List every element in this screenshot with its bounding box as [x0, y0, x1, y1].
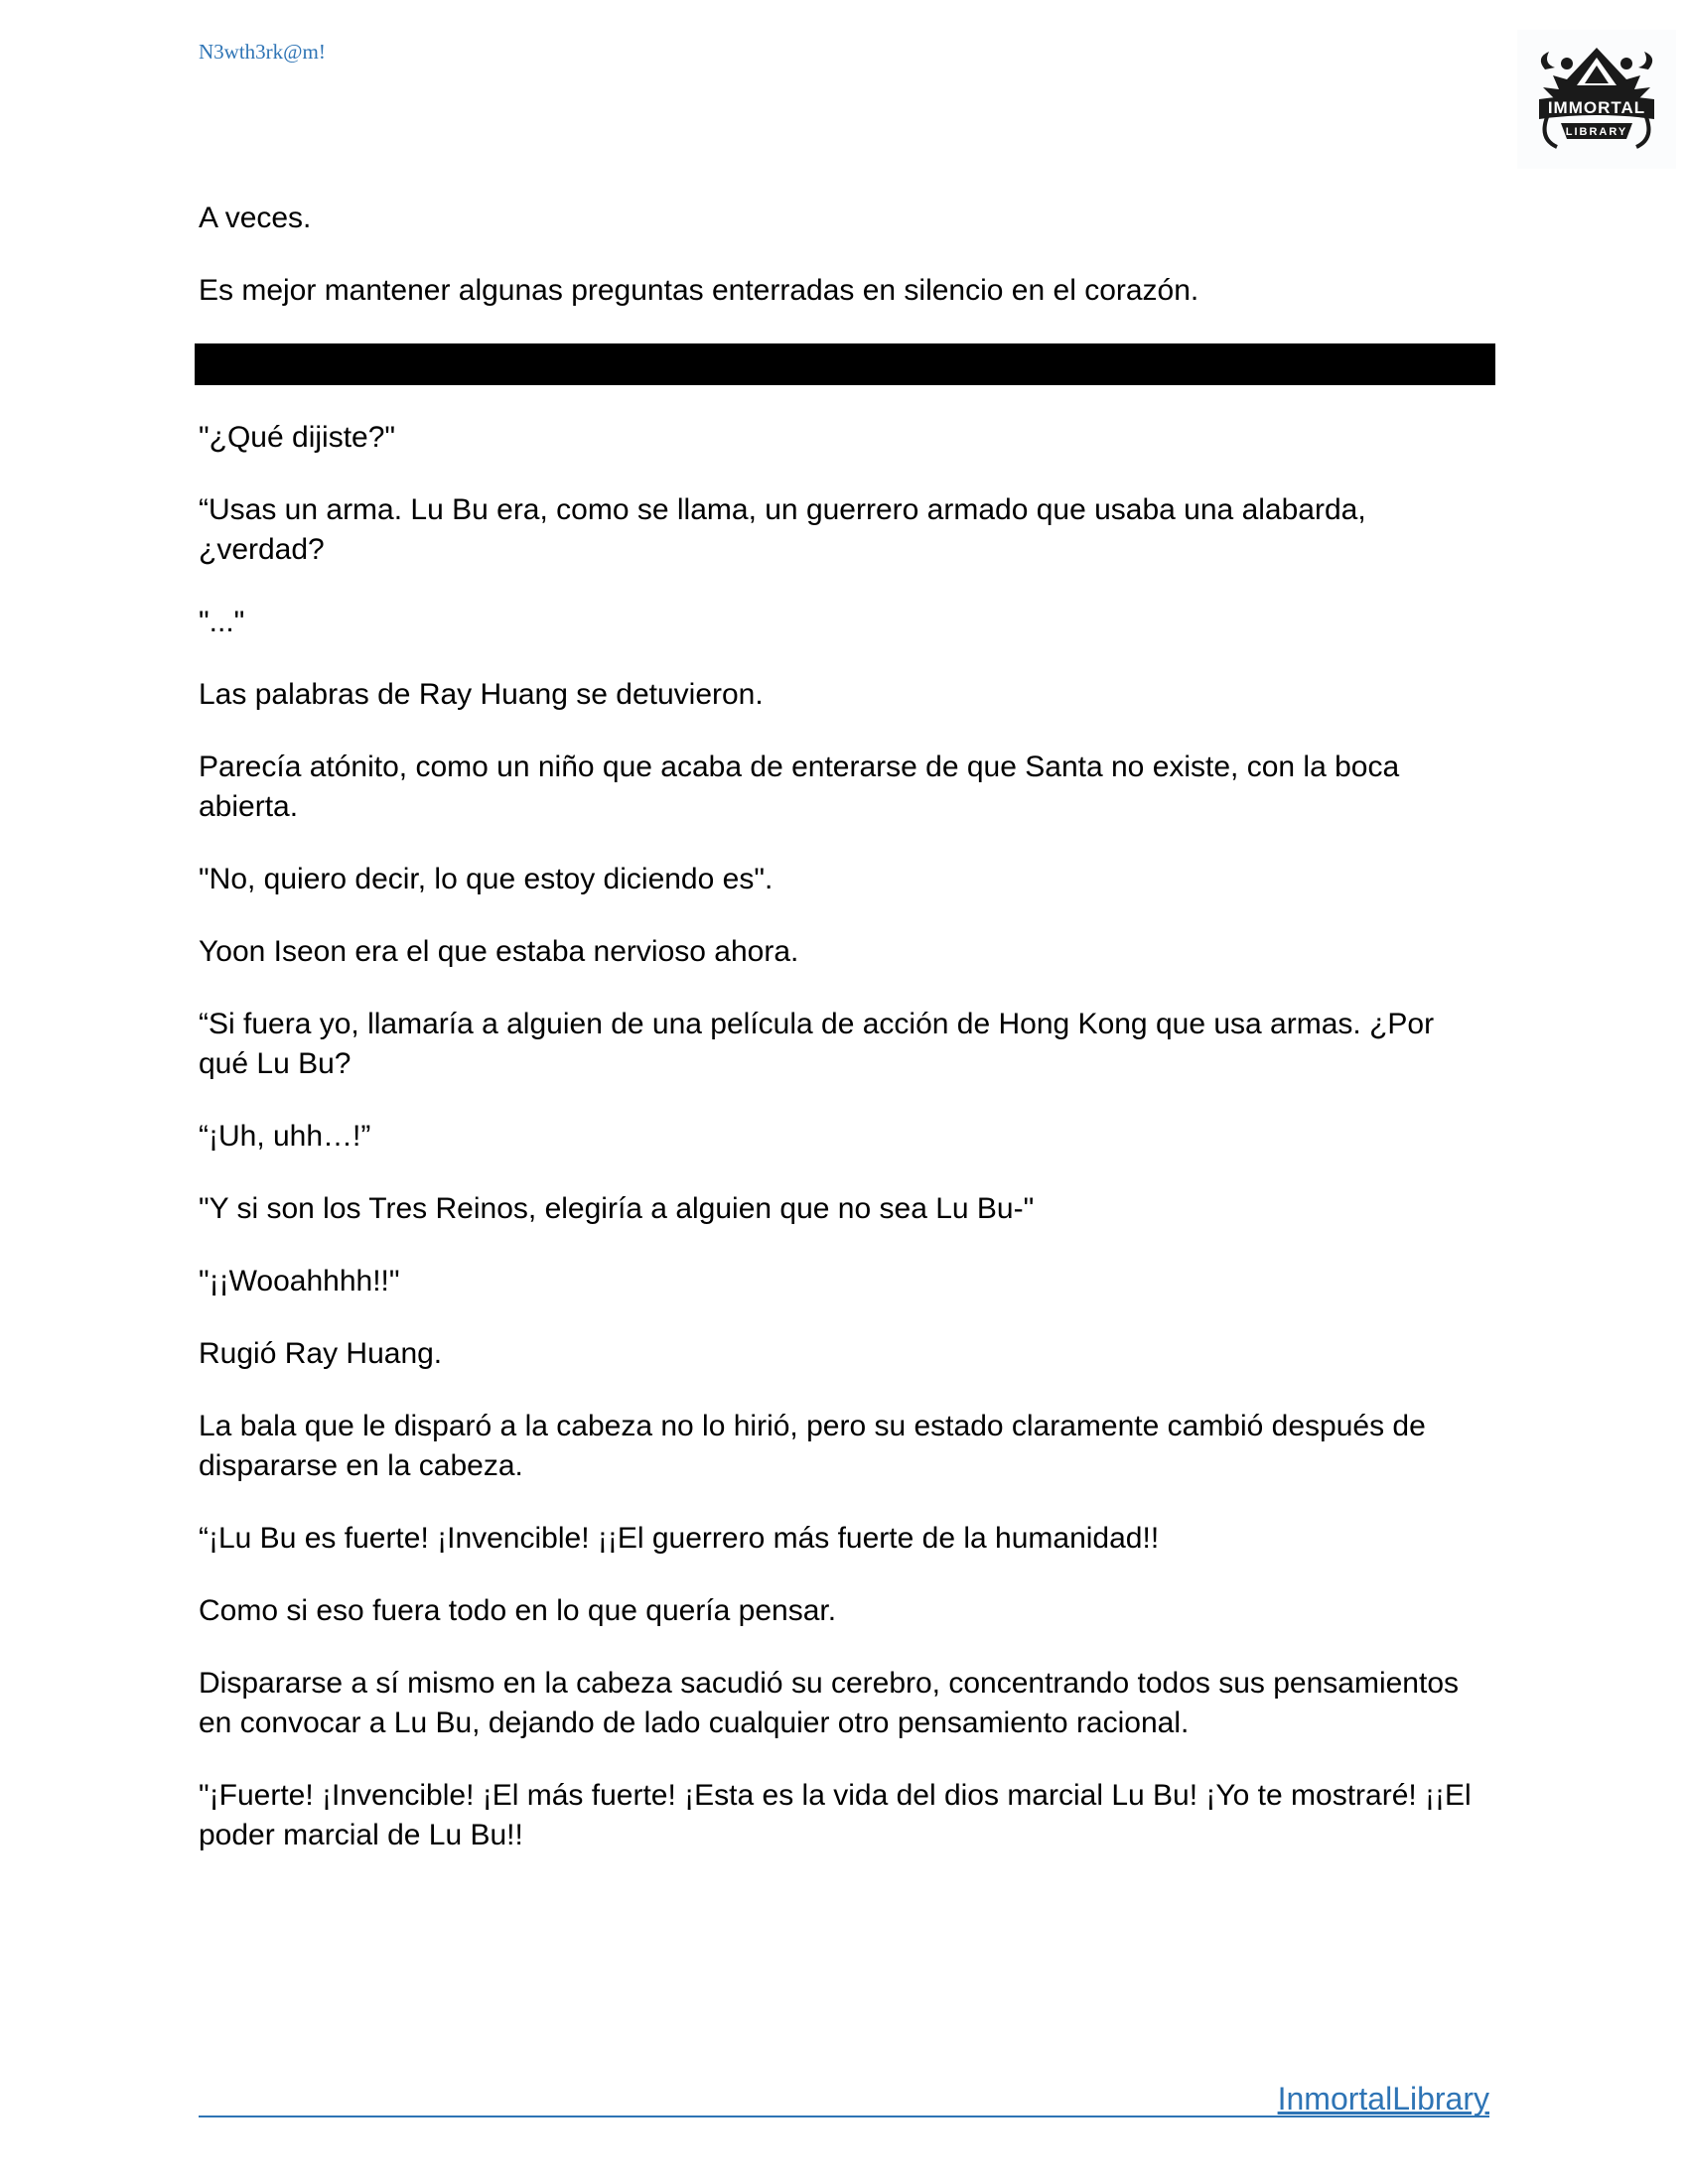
header-tag: N3wth3rk@m! — [199, 40, 326, 64]
paragraph: Parecía atónito, como un niño que acaba de enterarse de que Santa no existe, con la boca abierta. — [199, 751, 1400, 823]
document-body — [199, 199, 1479, 1888]
paragraph: “Usas un arma. Lu Bu era, como se llama, un guerrero armado que usaba una alabarda, ¿verdad? — [199, 493, 1366, 566]
paragraph: A veces. — [199, 202, 312, 234]
immortal-library-logo — [1517, 30, 1676, 169]
paragraph: Como si eso fuera todo en lo que quería pensar. — [199, 1594, 837, 1627]
logo-text-bottom: LIBRARY — [1565, 126, 1628, 138]
paragraph: Es mejor mantener algunas preguntas enterradas en silencio en el corazón. — [199, 274, 1199, 307]
paragraph: "¿Qué dijiste?" — [199, 421, 396, 454]
paragraph: La bala que le disparó a la cabeza no lo hirió, pero su estado claramente cambió después de dispararse en la cabeza. — [199, 1410, 1426, 1482]
paragraph: "Y si son los Tres Reinos, elegiría a alguien que no sea Lu Bu-" — [199, 1192, 1035, 1225]
logo-text-top: IMMORTAL — [1547, 98, 1646, 117]
paragraph: Yoon Iseon era el que estaba nervioso ahora. — [199, 935, 799, 968]
paragraph: “¡Uh, uhh…!” — [199, 1120, 371, 1153]
paragraph: Las palabras de Ray Huang se detuvieron. — [199, 678, 764, 711]
section-divider-bar — [195, 343, 1495, 385]
paragraph: "..." — [199, 606, 245, 638]
paragraph: Dispararse a sí mismo en la cabeza sacudió su cerebro, concentrando todos sus pensamientos en convocar a Lu Bu, dejando de lado cualquier otro pensamiento racional. — [199, 1667, 1460, 1739]
paragraph: “¡Lu Bu es fuerte! ¡Invencible! ¡¡El guerrero más fuerte de la humanidad!! — [199, 1522, 1160, 1555]
paragraph: "¡Fuerte! ¡Invencible! ¡El más fuerte! ¡Esta es la vida del dios marcial Lu Bu! ¡Yo te mostraré! ¡¡El poder marcial de Lu Bu!! — [199, 1779, 1472, 1851]
paragraph: “Si fuera yo, llamaría a alguien de una película de acción de Hong Kong que usa armas. ¿Por qué Lu Bu? — [199, 1008, 1435, 1080]
paragraph: Rugió Ray Huang. — [199, 1337, 443, 1370]
paragraph: "¡¡Wooahhhh!!" — [199, 1265, 400, 1297]
paragraph: "No, quiero decir, lo que estoy diciendo es". — [199, 863, 774, 895]
footer-link-inmortal-library[interactable]: InmortalLibrary — [1277, 2081, 1489, 2116]
